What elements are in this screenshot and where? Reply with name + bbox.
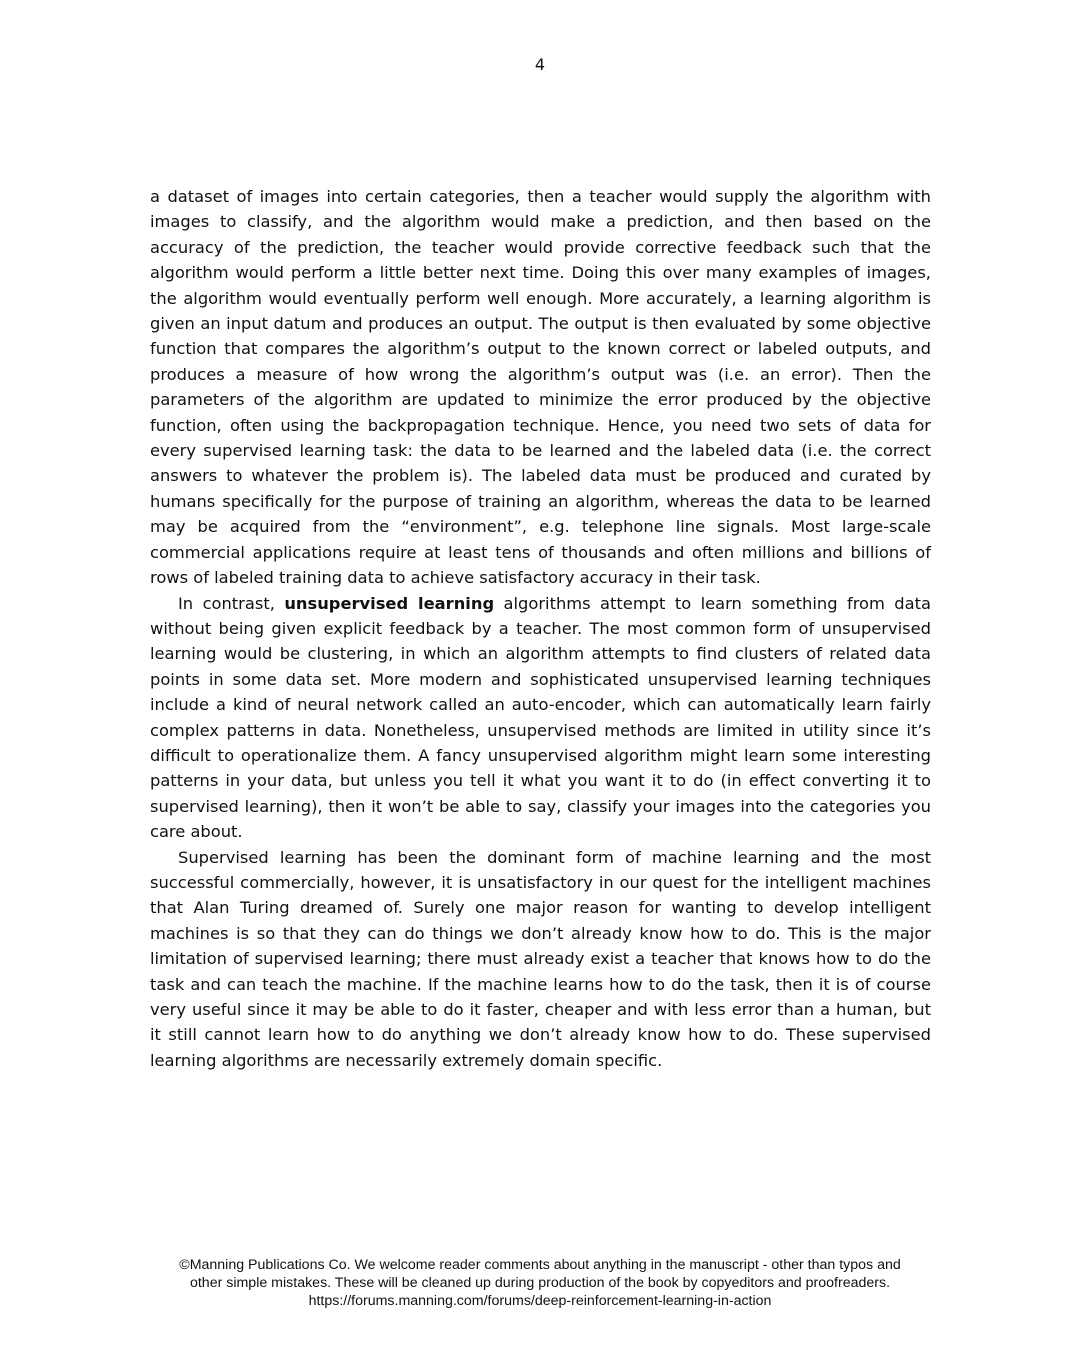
body-text — [150, 184, 931, 1073]
footer-url-link[interactable]: https://forums.manning.com/forums/deep-reinforcement-learning-in-action — [308, 1293, 772, 1309]
paragraph-2-lead: In contrast, — [178, 593, 285, 613]
term-unsupervised-learning: unsupervised learning — [284, 593, 495, 613]
page-number: 4 — [534, 55, 546, 74]
paragraph-2 — [150, 591, 931, 845]
paragraph-3: Supervised learning has been the dominant form of machine learning and the most successful commercially, however, it is unsatisfactory in our quest for the intelligent machines that Alan Turing dreamed of. Surely one major reason for wanting to develop intelligent machines is so that they can do things we don’t already know how to do. This is the major limitation of supervised learning; there must already exist a teacher that knows how to do the task and can teach the machine. If the machine learns how to do the task, then it is of course very useful since it may be able to do it faster, cheaper and with less error than a human, but it still cannot learn how to do anything we don’t already know how to do. These supervised learning algorithms are necessarily extremely domain specific. — [150, 847, 931, 1070]
paragraph-2-rest: algorithms attempt to learn something from data without being given explicit feedback by a teacher. The most common form of unsupervised learning would be clustering, in which an algorithm attempts to find clusters of related data points in some data set. More modern and sophisticated unsupervised learning techniques include a kind of neural network called an auto-encoder, which can automatically learn fairly complex patterns in data. Nonetheless, unsupervised methods are limited in utility since it’s difficult to operationalize them. A fancy unsupervised algorithm might learn some interesting patterns in your data, but unless you tell it what you want it to do (in effect converting it to supervised learning), then it won’t be able to say, classify your images into the categories you care about. — [150, 593, 931, 842]
footer-note-line: other simple mistakes. These will be cleaned up during production of the book by copyeditors and proofreaders. — [189, 1275, 891, 1291]
paragraph-1: a dataset of images into certain categories, then a teacher would supply the algorithm with images to classify, and the algorithm would make a prediction, and then based on the accuracy of the prediction, the teacher would provide corrective feedback such that the algorithm would perform a little better next time. Doing this over many examples of images, the algorithm would eventually perform well enough. More accurately, a learning algorithm is given an input datum and produces an output. The output is then evaluated by some objective function that compares the algorithm’s output to the known correct or labeled outputs, and produces a measure of how wrong the algorithm’s output was (i.e. an error). Then the parameters of the algorithm are updated to minimize the error produced by the objective function, often using the backpropagation technique. Hence, you need two sets of data for every supervised learning task: the data to be learned and the labeled data (i.e. the correct answers to whatever the problem is). The labeled data must be produced and curated by humans specifically for the purpose of training an algorithm, whereas the data to be learned may be acquired from the “environment”, e.g. telephone line signals. Most large-scale commercial applications require at least tens of thousands and often millions and billions of rows of labeled training data to achieve satisfactory accuracy in their task. — [150, 187, 931, 588]
footer — [0, 1256, 1080, 1310]
footer-copyright-line: ©Manning Publications Co. We welcome reader comments about anything in the manuscript - other than typos and — [179, 1257, 901, 1273]
